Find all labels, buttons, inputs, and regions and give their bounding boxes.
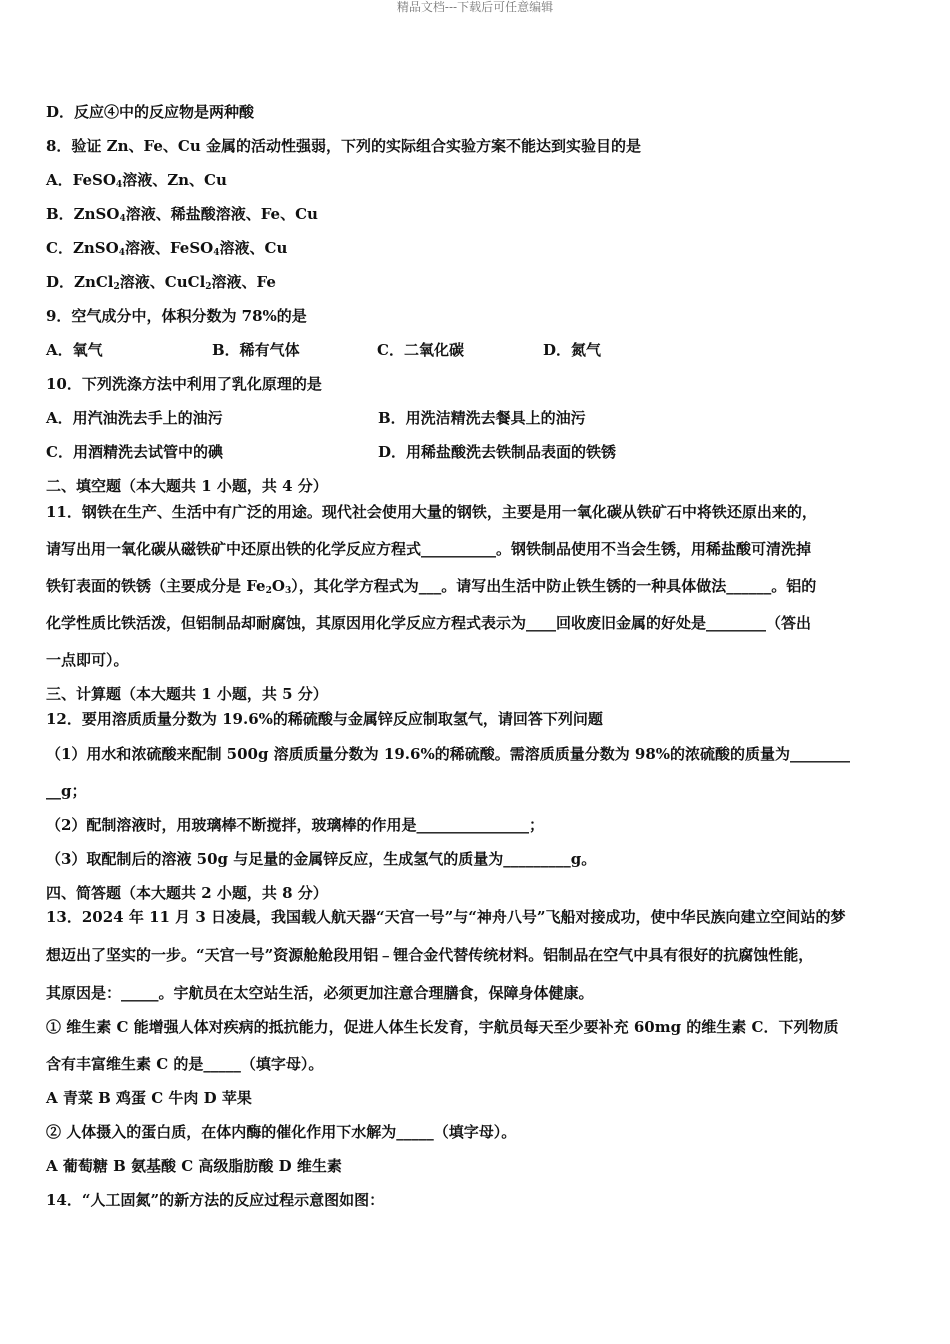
section-2-heading: 二、填空题（本大题共 1 小题，共 4 分） — [46, 477, 328, 495]
q8d-pre: D．ZnCl — [46, 273, 114, 291]
q8d-mid: 溶液、CuCl — [119, 273, 206, 291]
q8b-pre: B．ZnSO — [46, 205, 120, 223]
q11-line-4: 化学性质比铁活泼，但铝制品却耐腐蚀，其原因用化学反应方程式表示为____回收废旧金属的好处是________（答出 — [46, 614, 812, 632]
q8a-post: 溶液、Zn、Cu — [122, 171, 227, 189]
q11-line-2: 请写出用一氧化碳从磁铁矿中还原出铁的化学反应方程式__________。钢铁制品使用不当会生锈，用稀盐酸可清洗掉 — [46, 540, 812, 558]
option-d-q7: D．反应④中的反应物是两种酸 — [46, 103, 255, 121]
q8-option-a — [46, 170, 227, 190]
q13-line-4: ① 维生素 C 能增强人体对疾病的抵抗能力，促进人体生长发育，宇航员每天至少要补充 60mg 的维生素 C．下列物质 — [46, 1018, 839, 1036]
q13-line-5: 含有丰富维生素 C 的是_____（填字母）。 — [46, 1055, 324, 1073]
q11-line-5: 一点即可）。 — [46, 651, 129, 669]
q9-option-c: C．二氧化碳 — [377, 341, 464, 359]
q8d-post: 溶液、Fe — [211, 273, 276, 291]
section-3-heading: 三、计算题（本大题共 1 小题，共 5 分） — [46, 685, 328, 703]
question-12: 12．要用溶质质量分数为 19.6%的稀硫酸与金属锌反应制取氢气，请回答下列问题 — [46, 710, 603, 728]
q12-part-1: （1）用水和浓硫酸来配制 500g 溶质质量分数为 19.6%的稀硫酸。需溶质质量分数为 98%的浓硫酸的质量为________ — [46, 745, 851, 763]
q11-3-mid: O — [271, 577, 285, 595]
page-header: 精品文档---下载后可任意编辑 — [396, 0, 554, 14]
question-8: 8．验证 Zn、Fe、Cu 金属的活动性强弱，下列的实际组合实验方案不能达到实验目的是 — [46, 137, 641, 155]
question-9: 9．空气成分中，体积分数为 78%的是 — [46, 307, 307, 325]
q8b-post: 溶液、稀盐酸溶液、Fe、Cu — [125, 205, 318, 223]
q10-option-b: B．用洗洁精洗去餐具上的油污 — [378, 409, 586, 427]
q13-line-2: 想迈出了坚实的一步。“天宫一号”资源舱舱段用铝﹣锂合金代替传统材料。铝制品在空气中具有很好的抗腐蚀性能， — [46, 946, 814, 964]
q8c-pre: C．ZnSO — [46, 239, 119, 257]
q8-option-b — [46, 204, 318, 224]
q8-option-d — [46, 272, 276, 292]
q8c-mid: 溶液、FeSO — [124, 239, 214, 257]
q8c-post: 溶液、Cu — [219, 239, 288, 257]
q11-3-post: ），其化学方程式为___。请写出生活中防止铁生锈的一种具体做法______。铝的 — [291, 577, 817, 595]
q8a-sub: 4 — [115, 180, 123, 190]
question-14: 14．“人工固氮”的新方法的反应过程示意图如图： — [46, 1191, 385, 1209]
q10-option-c: C．用酒精洗去试管中的碘 — [46, 443, 223, 461]
q12-part-1-cont: __g； — [46, 782, 87, 800]
q11-3-sub1: 2 — [265, 586, 272, 596]
question-10: 10．下列洗涤方法中利用了乳化原理的是 — [46, 375, 322, 393]
q9-option-d: D．氮气 — [543, 341, 602, 359]
q11-line-1: 11．钢铁在生产、生活中有广泛的用途。现代社会使用大量的钢铁，主要是用一氧化碳从铁矿石中将铁还原出来的， — [46, 503, 817, 521]
q8c-sub1: 4 — [118, 248, 125, 258]
q13-line-8: A 葡萄糖 B 氨基酸 C 高级脂肪酸 D 维生素 — [46, 1157, 342, 1175]
q8-option-c — [46, 238, 287, 258]
q11-line-3 — [46, 576, 816, 596]
q8a-pre: A．FeSO — [46, 171, 116, 189]
q10-option-d: D．用稀盐酸洗去铁制品表面的铁锈 — [378, 443, 617, 461]
q8d-sub1: 2 — [113, 282, 120, 292]
q13-line-7: ② 人体摄入的蛋白质，在体内酶的催化作用下水解为_____（填字母）。 — [46, 1123, 517, 1141]
q12-part-2: （2）配制溶液时，用玻璃棒不断搅拌，玻璃棒的作用是_______________； — [46, 816, 544, 834]
q10-option-a: A．用汽油洗去手上的油污 — [46, 409, 223, 427]
q12-part-3: （3）取配制后的溶液 50g 与足量的金属锌反应，生成氢气的质量为_________g。 — [46, 850, 597, 868]
q8c-sub2: 4 — [213, 248, 220, 258]
q8d-sub2: 2 — [205, 282, 212, 292]
q11-3-sub2: 3 — [284, 586, 292, 596]
q9-option-b: B．稀有气体 — [212, 341, 300, 359]
q9-option-a: A．氧气 — [46, 341, 103, 359]
section-4-heading: 四、简答题（本大题共 2 小题，共 8 分） — [46, 884, 328, 902]
q13-line-6: A 青菜 B 鸡蛋 C 牛肉 D 苹果 — [46, 1089, 252, 1107]
q8b-sub: 4 — [119, 214, 126, 224]
q13-line-3: 其原因是：_____。宇航员在太空站生活，必须更加注意合理膳食，保障身体健康。 — [46, 984, 594, 1002]
q11-3-pre: 铁钉表面的铁锈（主要成分是 Fe — [46, 577, 266, 595]
q13-line-1: 13．2024 年 11 月 3 日凌晨，我国载人航天器“天宫一号”与“神舟八号”飞船对接成功，使中华民族向建立空间站的梦 — [46, 908, 846, 926]
